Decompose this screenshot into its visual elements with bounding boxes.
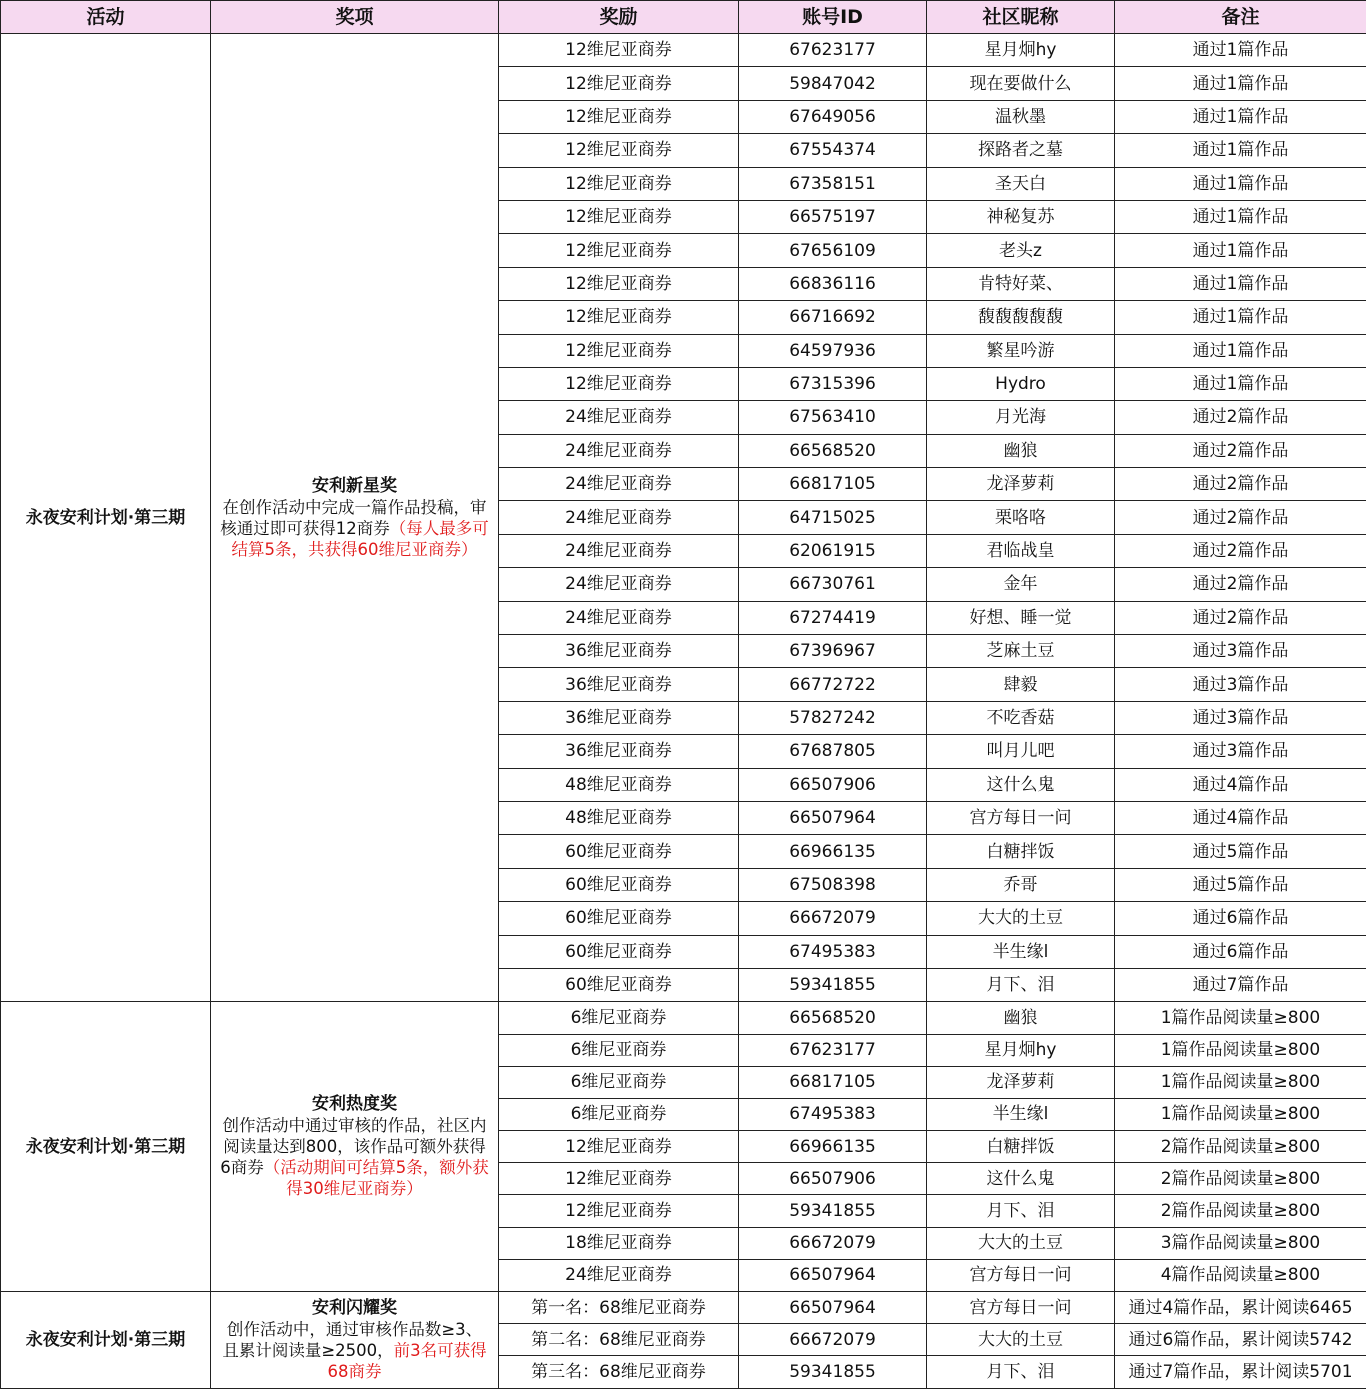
account-id-cell: 66672079 bbox=[739, 1324, 927, 1356]
reward-cell: 48维尼亚商券 bbox=[499, 801, 739, 834]
nickname-cell: 馥馥馥馥馥 bbox=[927, 301, 1115, 334]
account-id-cell: 66568520 bbox=[739, 1002, 927, 1034]
reward-cell: 24维尼亚商券 bbox=[499, 534, 739, 567]
account-id-cell: 66966135 bbox=[739, 835, 927, 868]
nickname-cell: 月下、泪 bbox=[927, 1356, 1115, 1388]
nickname-cell: 月下、泪 bbox=[927, 968, 1115, 1001]
account-id-cell: 67495383 bbox=[739, 935, 927, 968]
account-id-cell: 64715025 bbox=[739, 501, 927, 534]
nickname-cell: 半生缘l bbox=[927, 1098, 1115, 1130]
remark-cell: 通过2篇作品 bbox=[1115, 468, 1366, 501]
remark-cell: 通过2篇作品 bbox=[1115, 434, 1366, 467]
nickname-cell: 龙泽萝莉 bbox=[927, 1066, 1115, 1098]
account-id-cell: 67563410 bbox=[739, 401, 927, 434]
nickname-cell: 神秘复苏 bbox=[927, 200, 1115, 233]
account-id-cell: 67656109 bbox=[739, 234, 927, 267]
remark-cell: 通过6篇作品，累计阅读5742 bbox=[1115, 1324, 1366, 1356]
award-title: 安利热度奖 bbox=[312, 1094, 397, 1115]
reward-cell: 12维尼亚商券 bbox=[499, 200, 739, 233]
reward-cell: 24维尼亚商券 bbox=[499, 1259, 739, 1291]
nickname-cell: 月下、泪 bbox=[927, 1195, 1115, 1227]
activity-cell: 永夜安利计划·第三期 bbox=[1, 34, 211, 1002]
table-row bbox=[1, 1002, 1366, 1034]
account-id-cell: 67315396 bbox=[739, 367, 927, 400]
account-id-cell: 67508398 bbox=[739, 868, 927, 901]
account-id-cell: 67554374 bbox=[739, 134, 927, 167]
account-id-cell: 66568520 bbox=[739, 434, 927, 467]
activity-cell: 永夜安利计划·第三期 bbox=[1, 1002, 211, 1292]
account-id-cell: 66817105 bbox=[739, 1066, 927, 1098]
remark-cell: 通过3篇作品 bbox=[1115, 735, 1366, 768]
nickname-cell: 探路者之墓 bbox=[927, 134, 1115, 167]
account-id-cell: 62061915 bbox=[739, 534, 927, 567]
reward-cell: 60维尼亚商券 bbox=[499, 968, 739, 1001]
award-title: 安利闪耀奖 bbox=[312, 1297, 397, 1318]
account-id-cell: 66772722 bbox=[739, 668, 927, 701]
header-activity: 活动 bbox=[1, 1, 211, 34]
remark-cell: 通过1篇作品 bbox=[1115, 34, 1366, 67]
nickname-cell: 白糖拌饭 bbox=[927, 1131, 1115, 1163]
reward-cell: 12维尼亚商券 bbox=[499, 267, 739, 300]
remark-cell: 通过2篇作品 bbox=[1115, 534, 1366, 567]
account-id-cell: 66507964 bbox=[739, 1259, 927, 1291]
account-id-cell: 59341855 bbox=[739, 968, 927, 1001]
remark-cell: 通过1篇作品 bbox=[1115, 301, 1366, 334]
account-id-cell: 66575197 bbox=[739, 200, 927, 233]
reward-cell: 第三名：68维尼亚商券 bbox=[499, 1356, 739, 1388]
award-note: （每人最多可结算5条，共获得60维尼亚商券） bbox=[231, 518, 489, 559]
remark-cell: 通过7篇作品，累计阅读5701 bbox=[1115, 1356, 1366, 1388]
account-id-cell: 66836116 bbox=[739, 267, 927, 300]
account-id-cell: 66672079 bbox=[739, 902, 927, 935]
header-nickname: 社区昵称 bbox=[927, 1, 1115, 34]
nickname-cell: 这什么鬼 bbox=[927, 768, 1115, 801]
award-cell bbox=[211, 34, 499, 1002]
remark-cell: 通过2篇作品 bbox=[1115, 401, 1366, 434]
nickname-cell: 半生缘l bbox=[927, 935, 1115, 968]
reward-cell: 12维尼亚商券 bbox=[499, 67, 739, 100]
remark-cell: 通过6篇作品 bbox=[1115, 935, 1366, 968]
account-id-cell: 66730761 bbox=[739, 568, 927, 601]
reward-cell: 12维尼亚商券 bbox=[499, 167, 739, 200]
award-note: （活动期间可结算5条，额外获得30维尼亚商券） bbox=[263, 1158, 489, 1199]
reward-cell: 12维尼亚商券 bbox=[499, 1131, 739, 1163]
award-cell bbox=[211, 1002, 499, 1292]
table-row bbox=[1, 34, 1366, 67]
nickname-cell: 这什么鬼 bbox=[927, 1163, 1115, 1195]
reward-cell: 第二名：68维尼亚商券 bbox=[499, 1324, 739, 1356]
reward-cell: 12维尼亚商券 bbox=[499, 34, 739, 67]
nickname-cell: 星月炯hy bbox=[927, 1034, 1115, 1066]
remark-cell: 通过1篇作品 bbox=[1115, 367, 1366, 400]
nickname-cell: 月光海 bbox=[927, 401, 1115, 434]
reward-cell: 12维尼亚商券 bbox=[499, 234, 739, 267]
account-id-cell: 66716692 bbox=[739, 301, 927, 334]
header-row bbox=[1, 1, 1366, 34]
table-row bbox=[1, 1292, 1366, 1324]
award-cell bbox=[211, 1292, 499, 1389]
remark-cell: 1篇作品阅读量≥800 bbox=[1115, 1066, 1366, 1098]
reward-cell: 12维尼亚商券 bbox=[499, 301, 739, 334]
reward-cell: 6维尼亚商券 bbox=[499, 1002, 739, 1034]
account-id-cell: 64597936 bbox=[739, 334, 927, 367]
reward-cell: 36维尼亚商券 bbox=[499, 635, 739, 668]
nickname-cell: 不吃香菇 bbox=[927, 701, 1115, 734]
remark-cell: 通过1篇作品 bbox=[1115, 234, 1366, 267]
account-id-cell: 67687805 bbox=[739, 735, 927, 768]
reward-cell: 6维尼亚商券 bbox=[499, 1098, 739, 1130]
nickname-cell: 大大的土豆 bbox=[927, 1324, 1115, 1356]
remark-cell: 通过3篇作品 bbox=[1115, 701, 1366, 734]
remark-cell: 通过1篇作品 bbox=[1115, 334, 1366, 367]
reward-cell: 12维尼亚商券 bbox=[499, 1195, 739, 1227]
nickname-cell: 白糖拌饭 bbox=[927, 835, 1115, 868]
remark-cell: 1篇作品阅读量≥800 bbox=[1115, 1034, 1366, 1066]
award-description: 创作活动中通过审核的作品，社区内阅读量达到800，该作品可额外获得6商券 bbox=[220, 1116, 487, 1178]
account-id-cell: 67649056 bbox=[739, 100, 927, 133]
account-id-cell: 66817105 bbox=[739, 468, 927, 501]
account-id-cell: 67358151 bbox=[739, 167, 927, 200]
reward-cell: 24维尼亚商券 bbox=[499, 468, 739, 501]
reward-cell: 24维尼亚商券 bbox=[499, 434, 739, 467]
remark-cell: 通过1篇作品 bbox=[1115, 167, 1366, 200]
remark-cell: 3篇作品阅读量≥800 bbox=[1115, 1227, 1366, 1259]
nickname-cell: 肆毅 bbox=[927, 668, 1115, 701]
reward-cell: 12维尼亚商券 bbox=[499, 1163, 739, 1195]
reward-cell: 60维尼亚商券 bbox=[499, 868, 739, 901]
account-id-cell: 66507964 bbox=[739, 801, 927, 834]
header-award: 奖项 bbox=[211, 1, 499, 34]
account-id-cell: 59847042 bbox=[739, 67, 927, 100]
remark-cell: 通过2篇作品 bbox=[1115, 601, 1366, 634]
account-id-cell: 67623177 bbox=[739, 1034, 927, 1066]
nickname-cell: 幽狼 bbox=[927, 1002, 1115, 1034]
activity-cell: 永夜安利计划·第三期 bbox=[1, 1292, 211, 1389]
reward-cell: 24维尼亚商券 bbox=[499, 401, 739, 434]
account-id-cell: 67495383 bbox=[739, 1098, 927, 1130]
remark-cell: 通过1篇作品 bbox=[1115, 267, 1366, 300]
account-id-cell: 67396967 bbox=[739, 635, 927, 668]
header-account-id: 账号ID bbox=[739, 1, 927, 34]
reward-cell: 12维尼亚商券 bbox=[499, 367, 739, 400]
reward-cell: 60维尼亚商券 bbox=[499, 902, 739, 935]
nickname-cell: 好想、睡一觉 bbox=[927, 601, 1115, 634]
nickname-cell: 幽狼 bbox=[927, 434, 1115, 467]
reward-cell: 24维尼亚商券 bbox=[499, 501, 739, 534]
nickname-cell: 宫方每日一问 bbox=[927, 801, 1115, 834]
remark-cell: 通过5篇作品 bbox=[1115, 868, 1366, 901]
reward-cell: 12维尼亚商券 bbox=[499, 100, 739, 133]
account-id-cell: 59341855 bbox=[739, 1195, 927, 1227]
nickname-cell: 星月炯hy bbox=[927, 34, 1115, 67]
remark-cell: 通过1篇作品 bbox=[1115, 134, 1366, 167]
reward-cell: 12维尼亚商券 bbox=[499, 334, 739, 367]
remark-cell: 通过4篇作品 bbox=[1115, 801, 1366, 834]
remark-cell: 1篇作品阅读量≥800 bbox=[1115, 1002, 1366, 1034]
nickname-cell: 金年 bbox=[927, 568, 1115, 601]
reward-cell: 12维尼亚商券 bbox=[499, 134, 739, 167]
remark-cell: 2篇作品阅读量≥800 bbox=[1115, 1195, 1366, 1227]
award-description: 创作活动中，通过审核作品数≥3、且累计阅读量≥2500， bbox=[222, 1319, 483, 1360]
reward-cell: 36维尼亚商券 bbox=[499, 735, 739, 768]
header-remark: 备注 bbox=[1115, 1, 1366, 34]
reward-cell: 48维尼亚商券 bbox=[499, 768, 739, 801]
award-description: 在创作活动中完成一篇作品投稿，审核通过即可获得12商券 bbox=[220, 497, 487, 538]
remark-cell: 1篇作品阅读量≥800 bbox=[1115, 1098, 1366, 1130]
remark-cell: 2篇作品阅读量≥800 bbox=[1115, 1131, 1366, 1163]
nickname-cell: 肯特好菜、 bbox=[927, 267, 1115, 300]
remark-cell: 通过3篇作品 bbox=[1115, 635, 1366, 668]
nickname-cell: 圣天白 bbox=[927, 167, 1115, 200]
reward-cell: 24维尼亚商券 bbox=[499, 601, 739, 634]
account-id-cell: 66507906 bbox=[739, 768, 927, 801]
account-id-cell: 66966135 bbox=[739, 1131, 927, 1163]
table-body bbox=[1, 34, 1366, 1389]
account-id-cell: 57827242 bbox=[739, 701, 927, 734]
award-note: 前3名可获得68商券 bbox=[327, 1340, 487, 1381]
reward-cell: 36维尼亚商券 bbox=[499, 701, 739, 734]
nickname-cell: 栗咯咯 bbox=[927, 501, 1115, 534]
nickname-cell: 大大的土豆 bbox=[927, 1227, 1115, 1259]
nickname-cell: 宫方每日一问 bbox=[927, 1292, 1115, 1324]
remark-cell: 通过5篇作品 bbox=[1115, 835, 1366, 868]
remark-cell: 通过4篇作品 bbox=[1115, 768, 1366, 801]
remark-cell: 通过4篇作品，累计阅读6465 bbox=[1115, 1292, 1366, 1324]
remark-cell: 通过1篇作品 bbox=[1115, 67, 1366, 100]
nickname-cell: 龙泽萝莉 bbox=[927, 468, 1115, 501]
nickname-cell: 宫方每日一问 bbox=[927, 1259, 1115, 1291]
nickname-cell: 芝麻土豆 bbox=[927, 635, 1115, 668]
nickname-cell: Hydro bbox=[927, 367, 1115, 400]
account-id-cell: 67274419 bbox=[739, 601, 927, 634]
reward-cell: 60维尼亚商券 bbox=[499, 835, 739, 868]
nickname-cell: 繁星吟游 bbox=[927, 334, 1115, 367]
remark-cell: 2篇作品阅读量≥800 bbox=[1115, 1163, 1366, 1195]
account-id-cell: 67623177 bbox=[739, 34, 927, 67]
reward-cell: 6维尼亚商券 bbox=[499, 1066, 739, 1098]
reward-cell: 36维尼亚商券 bbox=[499, 668, 739, 701]
account-id-cell: 59341855 bbox=[739, 1356, 927, 1388]
remark-cell: 通过2篇作品 bbox=[1115, 568, 1366, 601]
nickname-cell: 叫月儿吧 bbox=[927, 735, 1115, 768]
account-id-cell: 66507906 bbox=[739, 1163, 927, 1195]
nickname-cell: 君临战皇 bbox=[927, 534, 1115, 567]
account-id-cell: 66672079 bbox=[739, 1227, 927, 1259]
remark-cell: 通过1篇作品 bbox=[1115, 100, 1366, 133]
remark-cell: 通过7篇作品 bbox=[1115, 968, 1366, 1001]
header-reward: 奖励 bbox=[499, 1, 739, 34]
remark-cell: 通过3篇作品 bbox=[1115, 668, 1366, 701]
nickname-cell: 乔哥 bbox=[927, 868, 1115, 901]
remark-cell: 通过2篇作品 bbox=[1115, 501, 1366, 534]
account-id-cell: 66507964 bbox=[739, 1292, 927, 1324]
nickname-cell: 现在要做什么 bbox=[927, 67, 1115, 100]
reward-cell: 第一名：68维尼亚商券 bbox=[499, 1292, 739, 1324]
remark-cell: 通过6篇作品 bbox=[1115, 902, 1366, 935]
reward-cell: 24维尼亚商券 bbox=[499, 568, 739, 601]
award-title: 安利新星奖 bbox=[312, 475, 397, 496]
nickname-cell: 大大的土豆 bbox=[927, 902, 1115, 935]
nickname-cell: 温秋墨 bbox=[927, 100, 1115, 133]
remark-cell: 4篇作品阅读量≥800 bbox=[1115, 1259, 1366, 1291]
reward-cell: 60维尼亚商券 bbox=[499, 935, 739, 968]
remark-cell: 通过1篇作品 bbox=[1115, 200, 1366, 233]
reward-cell: 18维尼亚商券 bbox=[499, 1227, 739, 1259]
nickname-cell: 老头z bbox=[927, 234, 1115, 267]
reward-cell: 6维尼亚商券 bbox=[499, 1034, 739, 1066]
